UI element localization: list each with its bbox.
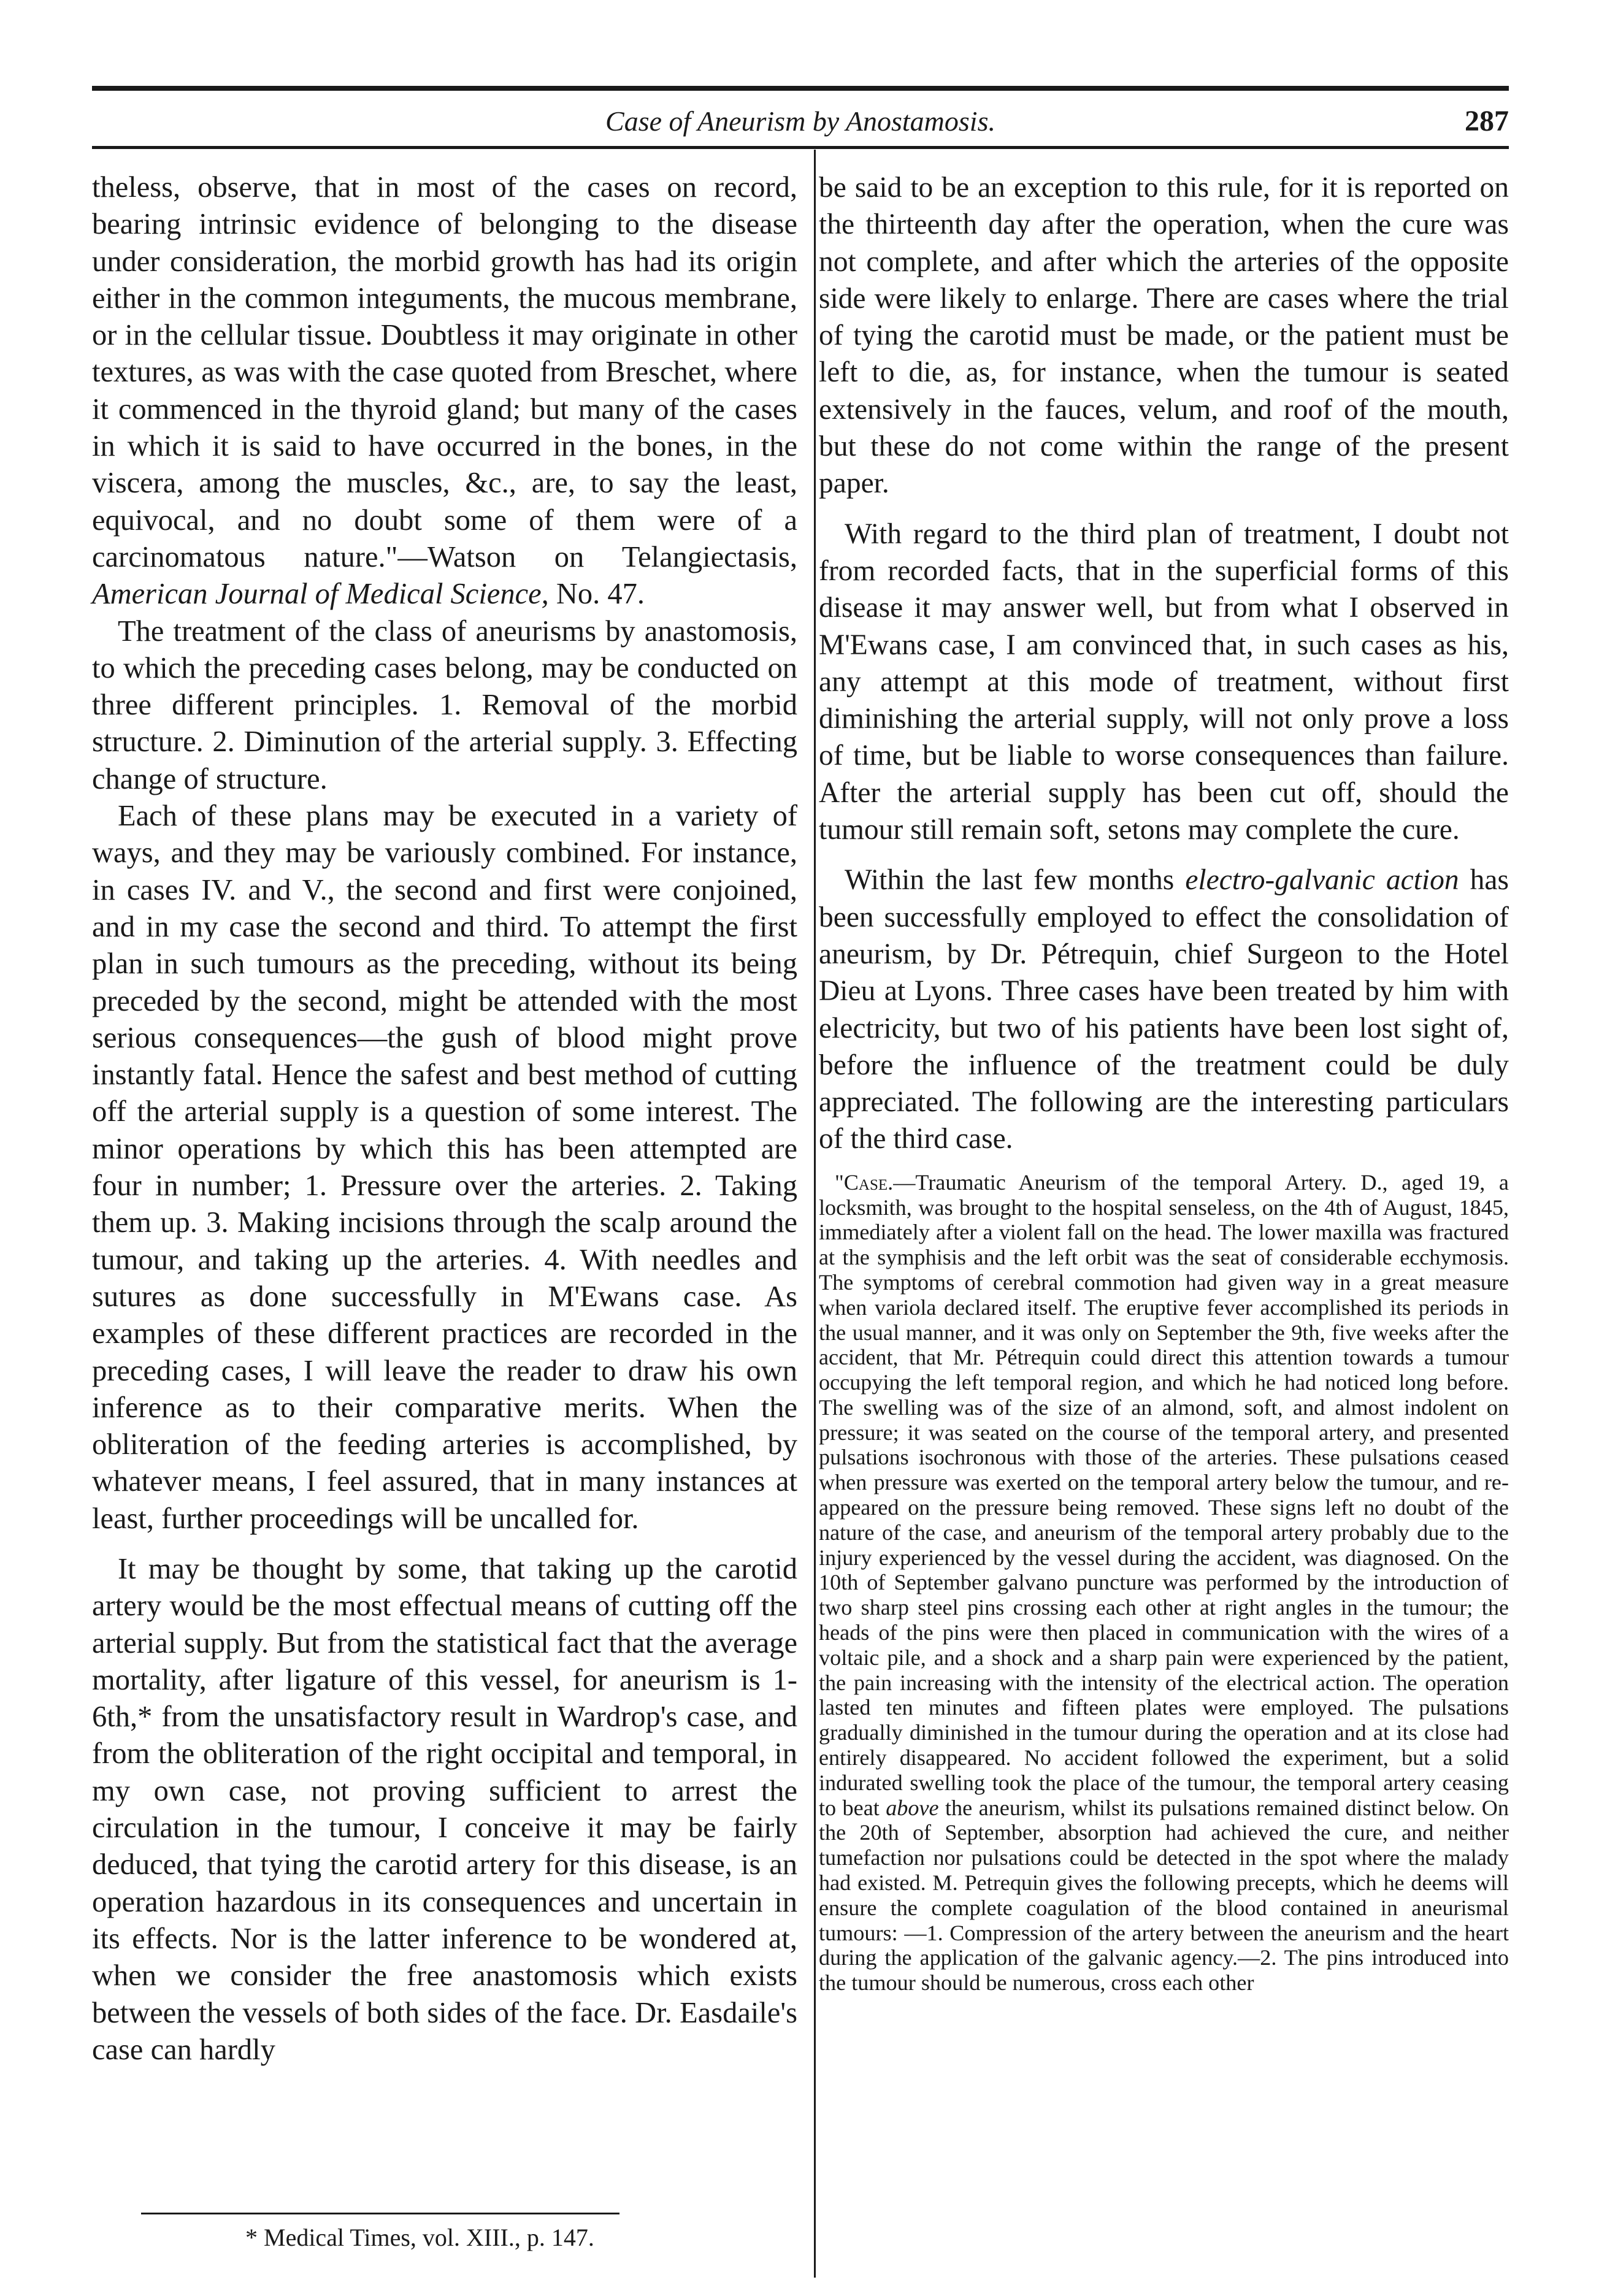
paragraph-plans: Each of these plans may be executed in a variety of ways, and they may be variously combined. For instance, in cases IV. and V., the second and first were conjoined, and in my case the second and third. To attempt the first plan in such tumours as the preceding, without its being preceded by the second, might be attended with the most serious consequences—the gush of blood might prove instantly fatal. Hence the safest and best method of cutting off the arterial supply is a question of some interest. The minor operations by which this has been attempted are four in number; 1. Pressure over the arteries. 2. Taking them up. 3. Making incisions through the scalp around the tumour, and taking up the arteries. 4. With needles and sutures as done successfully in M'Ewans case. As examples of these different practices are recorded in the preceding cases, I will leave the reader to draw his own inference as to their comparative merits. When the obliteration of the feeding arteries is accomplished, by whatever means, I feel assured, that in many instances at least, further proceedings will be uncalled for. xyxy=(92,800,797,1535)
case-text-a: —Traumatic Aneurism of the temporal Artery. D., aged 19, a locksmith, was brought to the hospital senseless, on the 4th of August, 1845, immediately after a violent fall on the head. The lower maxilla was fractured at the symphisis and the left orbit was the seat of considerable ecchymosis. The symptoms of cerebral commotion had given way in a great measure when variola declared itself. The eruptive fever accomplished its periods in the usual manner, and it was only on September the 9th, five weeks after the accident, that Mr. Pétrequin could direct this attention towards a tumour occupying the left temporal region, and which he had noticed long before. The swelling was of the size of an almond, soft, and almost indolent on pressure; it was seated on the course of the temporal artery, and presented pulsations isochronous with those of the arteries. These pulsations ceased when pressure was exerted on the temporal artery below the tumour, and re-appeared on the pressure being removed. These signs left no doubt of the nature of the case, and aneurism of the temporal artery probably due to the injury experienced by the vessel during the accident, was diagnosed. On the 10th of September galvano puncture was performed by the introduction of two sharp steel pins crossing each other at right angles in the tumour; the heads of the pins were then placed in communication with the wires of a voltaic pile, and a shock and a sharp pain were experienced by the patient, the pain increasing with the intensity of the electrical action. The operation lasted ten minutes and fifteen plates were employed. The pulsations gradually diminished in the tumour during the operation and at its close had entirely disappeared. No accident followed the experiment, but a solid indurated swelling took the place of the tumour, the temporal artery ceasing to beat xyxy=(819,1169,1509,1820)
paragraph-electro-galvanic xyxy=(819,862,1509,1157)
page-number: 287 xyxy=(1465,105,1509,137)
running-title: Case of Aneurism by Anostamosis. xyxy=(605,105,995,137)
header-rule xyxy=(92,146,1509,149)
left-column xyxy=(92,169,797,2068)
paragraph-treatment-principles: The treatment of the class of aneurisms by anastomosis, to which the preceding cases belong, may be conducted on three different principles. 1. Removal of the morbid structure. 2. Diminution of the arterial supply. 3. Effecting change of structure. xyxy=(92,614,797,795)
electro-text: has been successfully employed to effect the consolidation of aneurism, by Dr. Pétrequin, chief Surgeon to the Hotel Dieu at Lyons. Three cases have been treated by him with electricity, but two of his patients have been lost sight of, before the influence of the treatment could be duly appreciated. The following are the interesting particulars of the third case. xyxy=(819,864,1509,1155)
paragraph-quotation xyxy=(92,169,797,613)
case-label: Case. xyxy=(843,1169,894,1195)
footnote: * Medical Times, vol. XIII., p. 147. xyxy=(245,2224,594,2251)
page-header xyxy=(92,103,1509,140)
journal-title: American Journal of Medical Science, xyxy=(92,578,549,611)
column-divider xyxy=(814,150,816,2278)
quotation-text: theless, observe, that in most of the cases on record, bearing intrinsic evidence of belonging to the disease under consideration, the morbid growth has had its origin either in the common integuments, the mucous membrane, or in the cellular tissue. Doubtless it may originate in other textures, as was with the case quoted from Breschet, where it commenced in the thyroid gland; but many of the cases in which it is said to have occurred in the bones, in the viscera, among the muscles, &c., are, to say the least, equivocal, and no doubt some of them were of a carcinomatous nature."—Watson on Telangiectasis, xyxy=(92,171,797,573)
electro-intro: Within the last few months xyxy=(845,864,1175,897)
paragraph-continuation: be said to be an exception to this rule, for it is reported on the thirteenth day after the operation, when the cure was not complete, and after which the arteries of the opposite side were likely to enlarge. There are cases where the trial of tying the carotid must be made, or the patient must be left to die, as, for instance, when the tumour is seated extensively in the fauces, velum, and roof of the mouth, but these do not come within the range of the present paper. xyxy=(819,172,1509,500)
paragraph-carotid: It may be thought by some, that taking up the carotid artery would be the most effectual means of cutting off the arterial supply. But from the statistical fact that the average mortality, after ligature of this vessel, for aneurism is 1-6th,* from the unsatisfactory result in Wardrop's case, and from the obliteration of the right occipital and temporal, in my own case, not proving sufficient to arrest the circulation in the tumour, I conceive it may be fairly deduced, that tying the carotid artery for this disease, is an operation hazardous in its consequences and uncertain in its effects. Nor is the latter inference to be wondered at, when we consider the free anastomosis which exists between the vessels of both sides of the face. Dr. Easdaile's case can hardly xyxy=(92,1552,797,2066)
top-rule xyxy=(92,86,1509,91)
footnote-rule xyxy=(141,2213,619,2214)
case-report xyxy=(819,1170,1509,1996)
case-text-b: the aneurism, whilst its pulsations remained distinct below. On the 20th of September, absorption had achieved the cure, and neither tumefaction nor pulsations could be detected in the spot where the malady had existed. M. Petrequin gives the following precepts, which he deems will ensure the complete coagulation of the blood contained in aneurismal tumours: —1. Compression of the artery between the aneurism and the heart during the application of the galvanic agency.—2. The pins introduced into the tumour should be numerous, cross each other xyxy=(819,1795,1509,1996)
case-open-quote: " xyxy=(835,1169,844,1195)
right-column xyxy=(819,169,1509,1996)
case-above: above xyxy=(886,1795,939,1820)
electro-galvanic-term: electro-galvanic action xyxy=(1185,864,1459,897)
paragraph-third-plan: With regard to the third plan of treatment, I doubt not from recorded facts, that in the superficial forms of this disease it may answer well, but from what I observed in M'Ewans case, I am convinced that, in such cases as his, any attempt at this mode of treatment, without first diminishing the arterial supply, will not only prove a loss of time, but be liable to worse consequences than failure. After the arterial supply has been cut off, should the tumour still remain soft, setons may complete the cure. xyxy=(819,518,1509,846)
journal-number: No. 47. xyxy=(556,578,645,611)
